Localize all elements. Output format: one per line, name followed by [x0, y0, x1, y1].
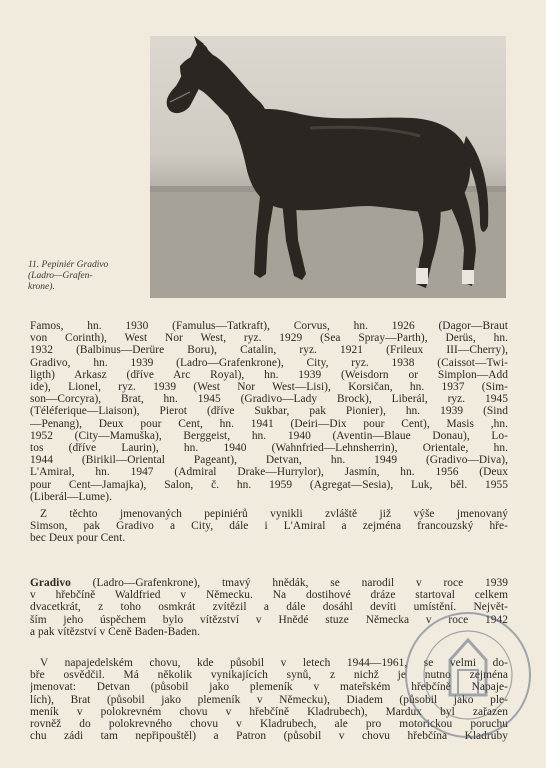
horse-illustration: [150, 36, 506, 298]
text-line: Z těchto jmenovaných pepiniérů vynikli zvláště již výše jmenovaný: [40, 508, 508, 520]
text-line: tos (dříve Laurin), hn. 1940 (Wahnfried—Lehnsherrin), Orientale, hn.: [30, 442, 508, 455]
text-line: a pak vítězství v Ceně Baden-Baden.: [30, 625, 201, 638]
text-line: 1944 (Birikil—Oriental Pageant), Detvan, hn. 1949 (Gradivo—Diva),: [30, 454, 508, 467]
text-line: L'Amiral, hn. 1947 (Admiral Drake—Hurrylor), Jasmín, hn. 1956 (Deux: [30, 466, 508, 479]
text-line: dvacetkrát, z toho osmkrát zvítězil a dále dosáhl devíti umístění. Největ-: [30, 601, 508, 614]
gradivo-first-line: (Ladro—Grafenkrone), tmavý hnědák, se narodil v roce 1939: [70, 577, 508, 589]
caption-line: (Ladro—Grafen-: [28, 271, 93, 281]
text-line: von Corinth), West Nor West, ryz. 1929 (Sea Spray—Parth), Derüs, hn.: [30, 332, 508, 345]
text-line: 1952 (City—Mamuška), Berggeist, hn. 1940 (Aventin—Blaue Donau), Lo-: [30, 429, 508, 442]
text-line: ligth) Arkasz (dříve Arc Royal), hn. 1939 (Weisdorn or Simplon—Add: [30, 368, 508, 381]
text-line: ším jeho úspěchem bylo vítězství v Hnědé stuze Německa v roce 1942: [30, 613, 508, 626]
text-line: pour Cent—Jamajka), Salon, č. hn. 1959 (Agregat—Sesia), Luk, běl. 1955: [30, 478, 508, 491]
photo-caption: [28, 260, 146, 293]
text-line: son—Corcyra), Brat, hn. 1945 (Gradivo—Lady Brock), Liberál, ryz. 1945: [30, 393, 508, 406]
horse-photo: [150, 36, 506, 298]
pepinier-paragraph: [30, 508, 508, 545]
text-line: v hřebčíně Waldfried v Německu. Na dostihové dráze startoval celkem: [30, 589, 508, 602]
text-line: meník v polokrevném chovu v hřebčíně Kladrubech), Mardux byl zařazen: [30, 705, 508, 718]
text-line: chu zádi tam nepřipouštěl) a Patron (působil v chovu hřebčína Kladruby: [30, 730, 508, 743]
text-line: ide), Lionel, ryz. 1939 (West Nor West—Lisi), Korsičan, hn. 1937 (Sim-: [30, 381, 508, 394]
caption-line: krone).: [28, 282, 55, 292]
library-stamp: [398, 600, 538, 750]
text-line: bec Deux pour Cent.: [30, 532, 126, 545]
text-line: lích), Brat (působil jako plemeník v Německu), Diadem (působil jako ple-: [30, 693, 508, 706]
text-line: bře osvědčil. Má několik vynikajících synů, z nichž je nutno zejména: [30, 669, 508, 682]
text-line: (Téléferique—Liaison), Pierot (dříve Sukbar, pak Pionier), hn. 1939 (Sind: [30, 405, 508, 418]
text-line: jmenovat: Detvan (působil jako plemeník v mateřském hřebčíně Napaje-: [30, 681, 508, 694]
stallion-list-paragraph: [30, 320, 508, 503]
text-line: Simson, pak Gradivo a City, dále i L'Amiral a zejména francouzský hře-: [30, 520, 508, 533]
text-line: Famos, hn. 1930 (Famulus—Tatkraft), Corvus, hn. 1926 (Dagor—Braut: [30, 320, 508, 332]
text-line: [30, 577, 508, 589]
caption-line: 11. Pepiniér Gradivo: [28, 260, 109, 270]
text-line: Gradivo, hn. 1939 (Ladro—Grafenkrone), City, ryz. 1938 (Caissot—Twi-: [30, 356, 508, 369]
text-line: —Penang), Deux pour Cent, hn. 1941 (Deiri—Dix pour Cent), Masis ,hn.: [30, 417, 508, 430]
gradivo-name: Gradivo: [30, 577, 71, 589]
stamp-graphic: [398, 600, 538, 750]
text-line: rovněž do polokrevného chovu v Kladrubech, ale pro motorickou poruchu: [30, 718, 508, 731]
text-line: 1932 (Balbinus—Derüre Boru), Catalin, ryz. 1921 (Frileux III—Cherry),: [30, 344, 508, 357]
text-line: V napajedelském chovu, kde působil v letech 1944—1961, se velmi do-: [40, 657, 508, 669]
text-line: (Liberál—Lume).: [30, 490, 113, 503]
